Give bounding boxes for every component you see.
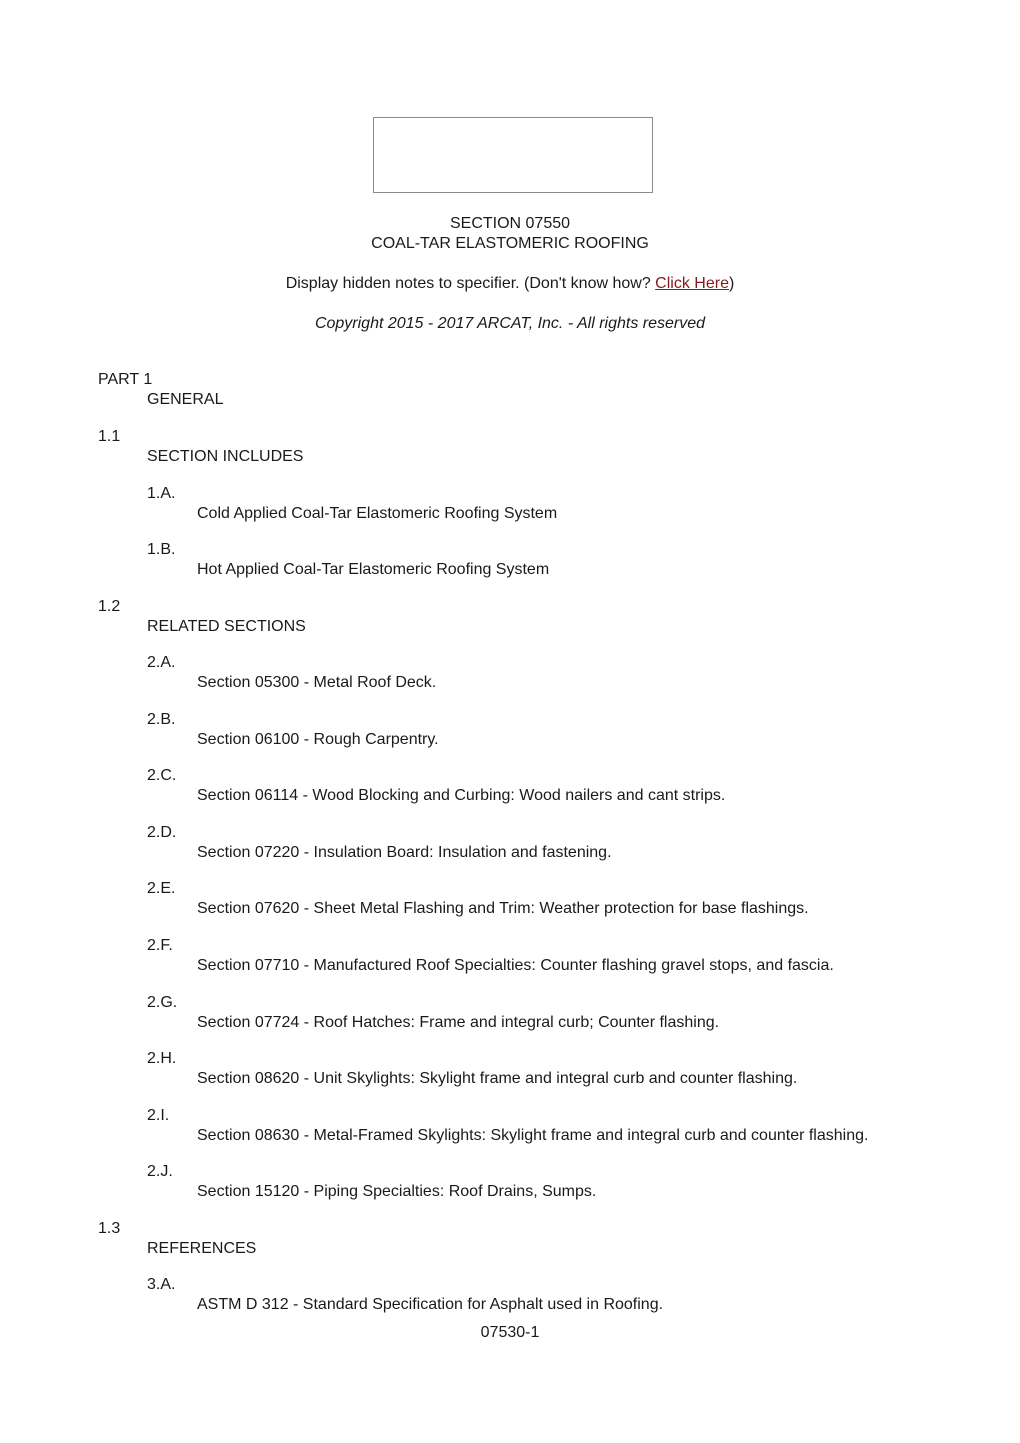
specifier-notes-line [0, 274, 1020, 294]
page-number: 07530-1 [480, 1324, 540, 1341]
article-number: 1.3 [98, 1220, 121, 1237]
section-title: COAL-TAR ELASTOMERIC ROOFING [371, 235, 649, 252]
notes-suffix: ) [728, 275, 735, 292]
item-number: 2.J. [147, 1163, 173, 1180]
article-number: 1.2 [98, 598, 121, 615]
item-text: ASTM D 312 - Standard Specification for Asphalt used in Roofing. [197, 1296, 664, 1313]
item-number: 2.H. [147, 1050, 177, 1067]
item-number: 1.A. [147, 485, 176, 502]
item-number: 3.A. [147, 1276, 176, 1293]
item-text: Hot Applied Coal-Tar Elastomeric Roofing System [197, 561, 550, 578]
article-title: SECTION INCLUDES [147, 448, 304, 465]
item-text: Section 07220 - Insulation Board: Insulation and fastening. [197, 844, 612, 861]
part-title: GENERAL [147, 391, 224, 408]
item-number: 2.D. [147, 824, 177, 841]
item-text: Cold Applied Coal-Tar Elastomeric Roofing System [197, 505, 558, 522]
item-number: 2.F. [147, 937, 173, 954]
item-number: 2.I. [147, 1107, 170, 1124]
item-number: 2.C. [147, 767, 177, 784]
item-number: 2.E. [147, 880, 176, 897]
notes-prefix: Display hidden notes to specifier. (Don't know how? [285, 275, 656, 292]
item-number: 2.B. [147, 711, 176, 728]
item-text: Section 07620 - Sheet Metal Flashing and Trim: Weather protection for base flashings. [197, 900, 809, 917]
item-text: Section 07724 - Roof Hatches: Frame and integral curb; Counter flashing. [197, 1014, 720, 1031]
item-number: 2.A. [147, 654, 176, 671]
item-text: Section 08620 - Unit Skylights: Skylight frame and integral curb and counter flashing. [197, 1070, 798, 1087]
item-text: Section 07710 - Manufactured Roof Specialties: Counter flashing gravel stops, and fascia. [197, 957, 834, 974]
part-number: PART 1 [98, 371, 153, 388]
article-number: 1.1 [98, 428, 121, 445]
item-text: Section 05300 - Metal Roof Deck. [197, 674, 437, 691]
item-number: 2.G. [147, 994, 178, 1011]
article-title: REFERENCES [147, 1240, 257, 1257]
item-text: Section 08630 - Metal-Framed Skylights: Skylight frame and integral curb and counter flashing. [197, 1127, 869, 1144]
logo-placeholder [373, 117, 653, 193]
item-text: Section 06100 - Rough Carpentry. [197, 731, 439, 748]
article-title: RELATED SECTIONS [147, 618, 306, 635]
item-number: 1.B. [147, 541, 176, 558]
click-here-link[interactable]: Click Here [655, 275, 729, 292]
section-number: SECTION 07550 [449, 215, 571, 232]
copyright-notice: Copyright 2015 - 2017 ARCAT, Inc. - All rights reserved [314, 315, 706, 332]
item-text: Section 06114 - Wood Blocking and Curbing: Wood nailers and cant strips. [197, 787, 726, 804]
item-text: Section 15120 - Piping Specialties: Roof Drains, Sumps. [197, 1183, 597, 1200]
